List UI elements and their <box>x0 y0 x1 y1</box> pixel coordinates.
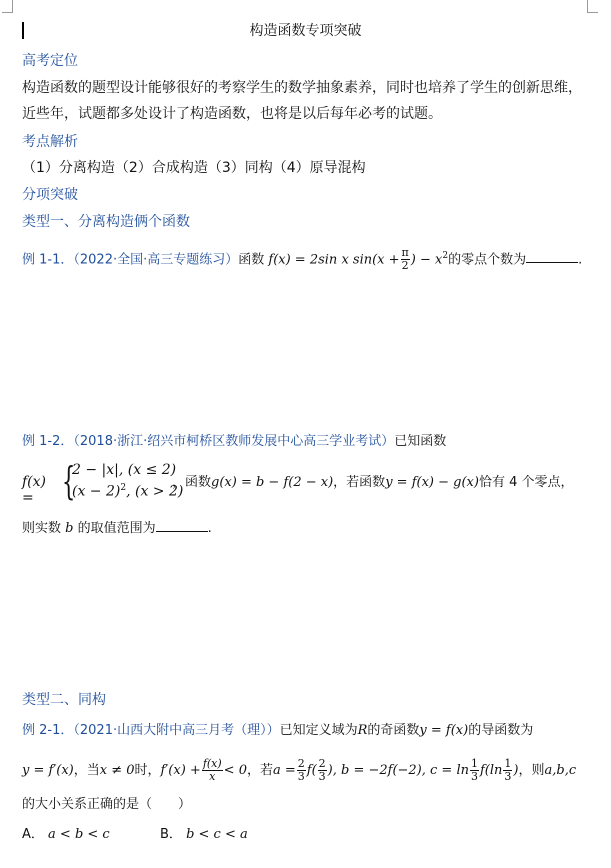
text-if: ，若 <box>246 763 273 778</box>
example-2-1-question: 的大小关系正确的是（ ） <box>22 797 192 812</box>
example-1-2-header <box>22 433 446 451</box>
example-1-2-conditions <box>172 474 573 492</box>
text-when: ，当 <box>73 763 100 778</box>
text-time: 时， <box>134 763 161 778</box>
option-b-label: B． <box>160 827 182 842</box>
text-if-function: ，若函数 <box>333 475 386 490</box>
example-1-1-text: 函数 <box>238 252 265 268</box>
variables-abc: a,b,c <box>544 763 577 778</box>
function-y-expression: y = f(x) − g(x) <box>385 475 479 490</box>
variable-b: b <box>65 521 74 536</box>
text-odd-function: 的奇函数 <box>367 723 420 738</box>
text-derivative: 的导函数为 <box>468 723 534 738</box>
example-1-1-question: 的零点个数为 <box>448 252 527 268</box>
fraction-1-3-arg: $\frac{1}{3}$ <box>504 757 512 783</box>
piecewise-case-1: 2 − |x|, (x ≤ 2) <box>72 462 177 478</box>
type-two-heading: 类型二、同构 <box>22 692 106 708</box>
text-domain: 已知定义域为 <box>279 723 358 738</box>
example-1-2-label: 例 1-2． <box>22 434 74 449</box>
example-2-1-label: 例 2-1． <box>22 723 74 738</box>
section-heading-analysis: 考点解析 <box>22 134 78 150</box>
condition-x-nonzero: x ≠ 0 <box>99 763 135 778</box>
text-then: ，则 <box>518 763 545 778</box>
option-a[interactable] <box>22 826 110 844</box>
example-2-1-conditions <box>22 758 576 783</box>
topics-list: （1）分离构造（2）合成构造（3）同构（4）原导混构 <box>22 160 366 176</box>
pi-over-2-fraction: $\frac{\pi}{2}$ <box>401 246 409 273</box>
option-b-text: b < c < a <box>186 827 248 842</box>
derivative-function: y = f′(x) <box>22 763 74 778</box>
example-1-2-source: （2018·浙江·绍兴市柯桥区教师发展中心高三学业考试） <box>73 434 395 449</box>
example-1-2-text: 已知函数 <box>394 434 447 449</box>
option-b[interactable] <box>160 826 248 844</box>
page-corner-mark-right <box>587 0 598 13</box>
page-title: 构造函数专项突破 <box>249 23 362 39</box>
function-g-expression: g(x) = b − f(2 − x) <box>211 475 334 490</box>
set-R: R <box>357 723 368 738</box>
function-f-expression: f(x) = 2sin x sin(x + <box>268 252 400 268</box>
function-y: y = f(x) <box>419 723 469 738</box>
close-paren: ) <box>513 763 519 778</box>
fraction-2-3-arg: $\frac{2}{3}$ <box>318 757 326 783</box>
intro-line-2: 近些年，试题都多处设计了构造函数，也将是以后每年必考的试题。 <box>22 106 442 122</box>
fx-over-x-fraction: $\frac{f(x)}{x}$ <box>202 757 222 783</box>
text-range: 的取值范围为 <box>77 521 156 536</box>
option-a-label: A． <box>22 827 44 842</box>
text-real-number: 则实数 <box>22 521 62 536</box>
example-1-2-question <box>22 519 212 538</box>
section-heading-breakthrough: 分项突破 <box>22 187 78 203</box>
inequality-part-1: f′(x) + <box>160 763 201 778</box>
example-2-1-source: （2021·山西大附中高三月考（理）） <box>73 723 280 738</box>
answer-blank[interactable] <box>156 519 208 532</box>
period: . <box>578 252 583 268</box>
section-heading-positioning: 高考定位 <box>22 53 78 69</box>
b-c-definitions: ), b = −2f(−2), c = ln <box>327 763 469 778</box>
left-brace: { <box>62 459 76 503</box>
type-one-heading: 类型一、分离构造俩个函数 <box>22 214 190 230</box>
text-function: ，函数 <box>172 475 212 490</box>
example-1-1-label: 例 1-1． <box>22 252 74 268</box>
fraction-1-3: $\frac{1}{3}$ <box>471 757 478 783</box>
piecewise-lhs: f(x) = <box>22 474 47 506</box>
example-2-1-header <box>22 722 533 740</box>
period: . <box>207 521 212 536</box>
piecewise-case-2: $(x - 2)^2$, (x > 2) <box>72 483 184 500</box>
fraction-2-3: $\frac{2}{3}$ <box>297 757 305 783</box>
function-f-tail: ) − x <box>410 252 443 268</box>
text-zeros: 恰有 4 个零点， <box>478 475 574 490</box>
page-corner-mark-left <box>2 0 13 13</box>
example-1-1-source: （2022·全国·高三专题练习） <box>73 252 239 268</box>
a-equals: a = <box>272 763 296 778</box>
intro-line-1: 构造函数的题型设计能够很好的考察学生的数学抽象素养，同时也培养了学生的创新思维， <box>22 80 582 96</box>
f-open: f( <box>306 763 317 778</box>
example-1-1 <box>22 247 582 272</box>
exponent: 2 <box>442 251 449 261</box>
answer-blank[interactable] <box>526 250 578 263</box>
inequality-part-2: < 0 <box>223 763 247 778</box>
option-a-text: a < b < c <box>48 827 110 842</box>
f-ln-open: f(ln <box>480 763 503 778</box>
